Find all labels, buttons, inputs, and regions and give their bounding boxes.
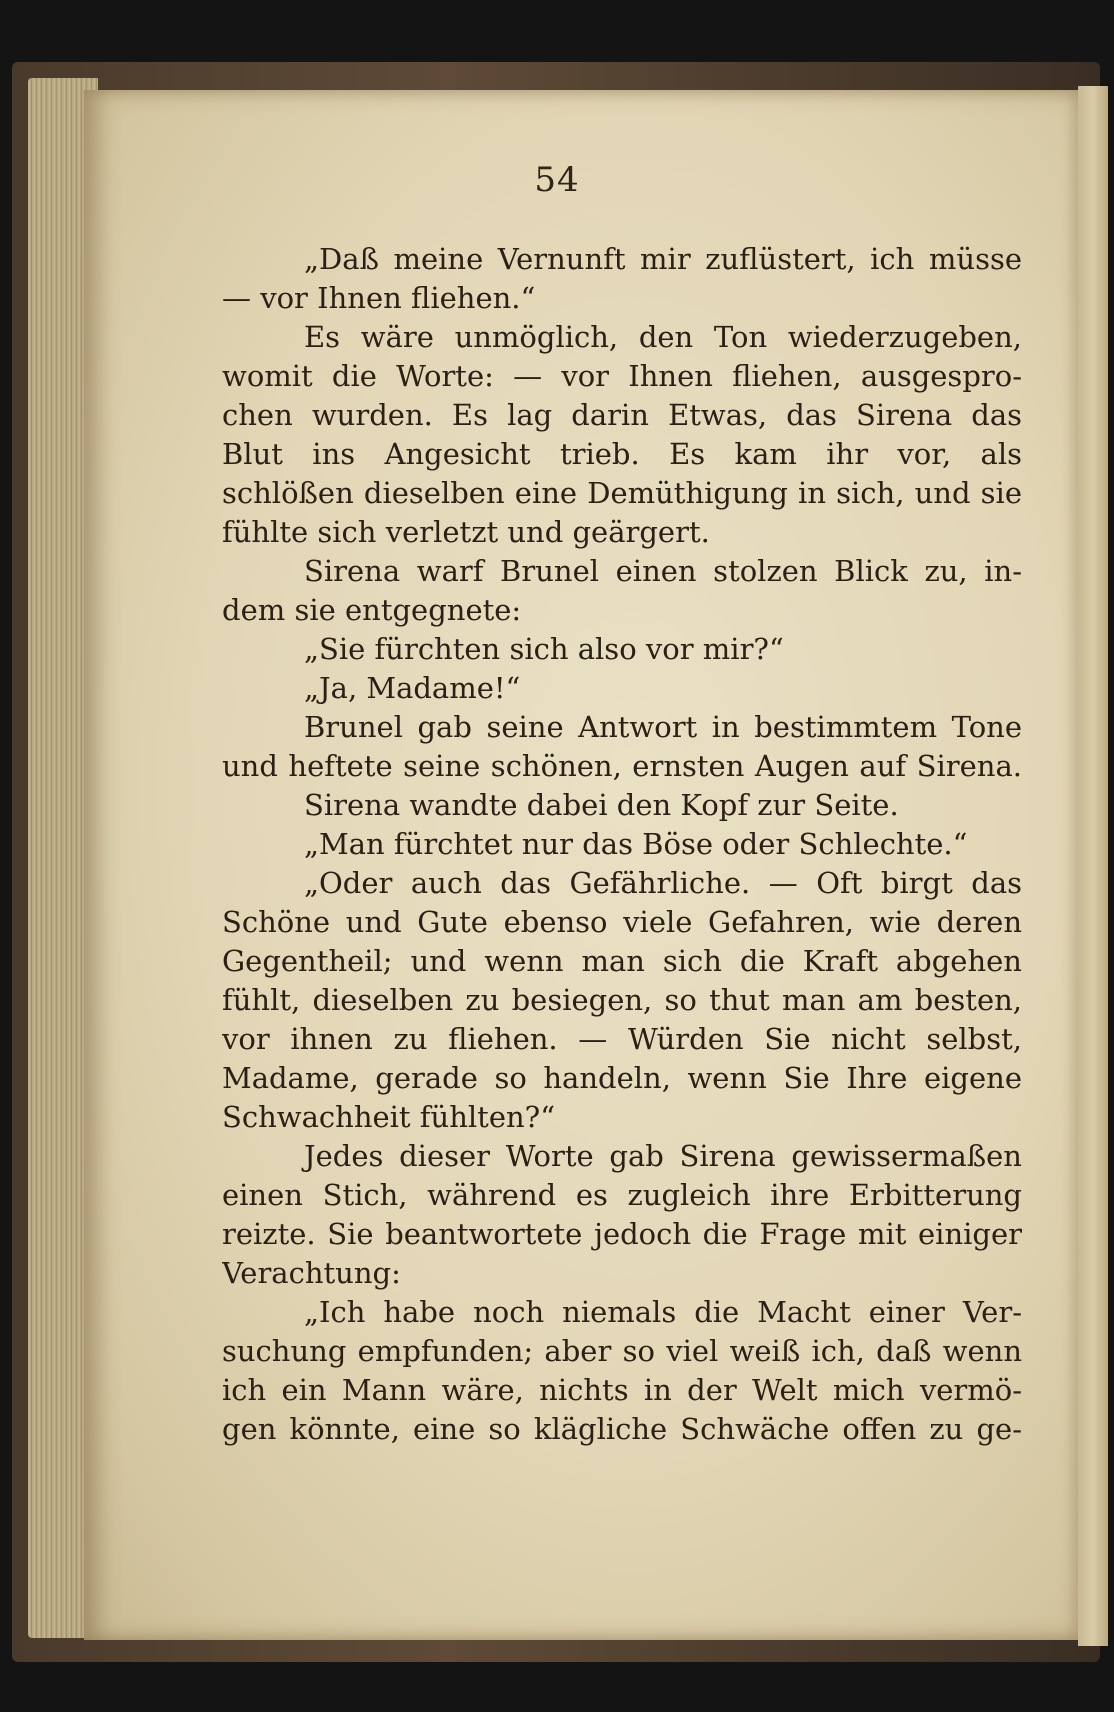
text-line: Es wäre unmöglich, den Ton wiederzugeben, <box>304 320 1022 354</box>
text-line: Sirena wandte dabei den Kopf zur Seite. <box>304 788 899 822</box>
text-line: „Ich habe noch niemals die Macht einer Ver- <box>304 1295 1022 1329</box>
text-line: Gegentheil; und wenn man sich die Kraft abgehen <box>222 944 1022 978</box>
facing-page-edge <box>1078 86 1108 1646</box>
text-line: „Ja, Madame!“ <box>304 671 521 705</box>
text-line: suchung empfunden; aber so viel weiß ich, daß wenn <box>222 1334 1022 1368</box>
text-line: fühlte sich verletzt und geärgert. <box>222 515 710 549</box>
text-line: „Daß meine Vernunft mir zuflüstert, ich müsse <box>304 242 1022 276</box>
text-line: Verachtung: <box>222 1256 401 1290</box>
text-line: Schwachheit fühlten?“ <box>222 1100 556 1134</box>
text-line: gen könnte, eine so klägliche Schwäche offen zu ge- <box>222 1412 1022 1446</box>
text-line: Schöne und Gute ebenso viele Gefahren, wie deren <box>222 905 1022 939</box>
text-line: „Sie fürchten sich also vor mir?“ <box>304 632 784 666</box>
page-number: 54 <box>534 160 580 200</box>
text-line: reizte. Sie beantwortete jedoch die Frage mit einiger <box>222 1217 1022 1251</box>
text-line: „Man fürchtet nur das Böse oder Schlechte.“ <box>304 827 968 861</box>
body-text <box>222 240 1022 1449</box>
text-line: dem sie entgegnete: <box>222 593 522 627</box>
text-line: „Oder auch das Gefährliche. — Oft birgt das <box>304 866 1022 900</box>
text-line: womit die Worte: — vor Ihnen fliehen, ausgespro- <box>222 359 1022 393</box>
text-line: schlößen dieselben eine Demüthigung in sich, und sie <box>222 476 1022 510</box>
text-line: Brunel gab seine Antwort in bestimmtem Tone <box>304 710 1022 744</box>
text-line: Madame, gerade so handeln, wenn Sie Ihre eigene <box>222 1061 1022 1095</box>
text-line: chen wurden. Es lag darin Etwas, das Sirena das <box>222 398 1022 432</box>
text-line: fühlt, dieselben zu besiegen, so thut man am besten, <box>222 983 1022 1017</box>
text-line: einen Stich, während es zugleich ihre Erbitterung <box>222 1178 1022 1212</box>
text-line: vor ihnen zu fliehen. — Würden Sie nicht selbst, <box>222 1022 1022 1056</box>
text-line: und heftete seine schönen, ernsten Augen auf Sirena. <box>222 749 1022 783</box>
text-line: ich ein Mann wäre, nichts in der Welt mich vermö- <box>222 1373 1022 1407</box>
text-line: Jedes dieser Worte gab Sirena gewissermaßen <box>304 1139 1022 1173</box>
text-line: Sirena warf Brunel einen stolzen Blick zu, in- <box>304 554 1022 588</box>
text-line: — vor Ihnen fliehen.“ <box>222 281 536 315</box>
text-line: Blut ins Angesicht trieb. Es kam ihr vor, als <box>222 437 1022 471</box>
